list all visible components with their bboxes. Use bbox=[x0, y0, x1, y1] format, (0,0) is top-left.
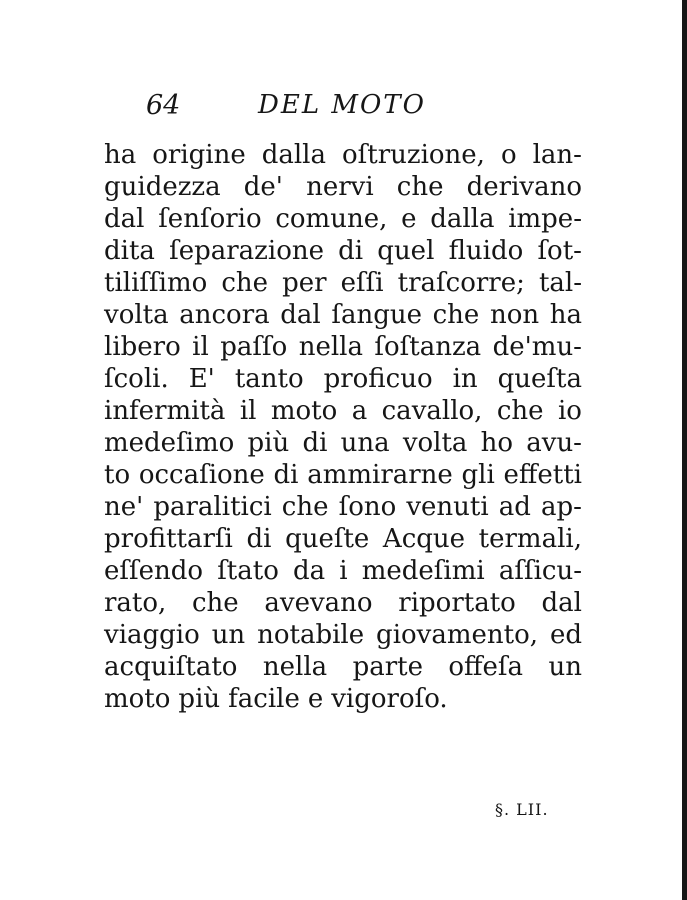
word: in bbox=[452, 364, 478, 394]
word: dita bbox=[104, 236, 155, 266]
word: moto bbox=[104, 684, 171, 714]
word: gli bbox=[461, 460, 495, 490]
word: ſeparazione bbox=[169, 236, 324, 266]
word: ad bbox=[498, 492, 531, 522]
word: che bbox=[496, 396, 544, 426]
word: Acque bbox=[382, 524, 466, 554]
word: dal bbox=[541, 588, 582, 618]
word: ha bbox=[104, 140, 137, 170]
word: o bbox=[500, 140, 517, 170]
word: i bbox=[339, 556, 348, 586]
word: il bbox=[239, 396, 257, 426]
word: derivano bbox=[466, 172, 582, 202]
word: ancora bbox=[179, 300, 270, 330]
page-number: 64 bbox=[146, 90, 181, 121]
word: ſtato bbox=[217, 556, 279, 586]
text-line bbox=[104, 363, 582, 395]
word: ſangue bbox=[331, 300, 422, 330]
word: tiliſſimo bbox=[104, 268, 208, 298]
word: tal- bbox=[538, 268, 582, 298]
word: fluido bbox=[448, 236, 524, 266]
word: rato, bbox=[104, 588, 167, 618]
word: volta bbox=[402, 428, 468, 458]
word: ſoſtanza bbox=[374, 332, 482, 362]
word: paſſo bbox=[220, 332, 288, 362]
text-line bbox=[104, 651, 582, 683]
word: non bbox=[489, 300, 540, 330]
word: medeſimi bbox=[361, 556, 485, 586]
word: eſſi bbox=[340, 268, 384, 298]
word: per bbox=[282, 268, 327, 298]
word: ne' bbox=[104, 492, 144, 522]
word: più bbox=[178, 684, 221, 714]
word: un bbox=[548, 652, 582, 682]
word: comune, bbox=[275, 204, 388, 234]
word: oſtruzione, bbox=[341, 140, 485, 170]
word: facile bbox=[228, 684, 300, 714]
word: nervi bbox=[306, 172, 374, 202]
word: offeſa bbox=[448, 652, 524, 682]
word: guidezza bbox=[104, 172, 221, 202]
text-line bbox=[104, 139, 582, 171]
word: to bbox=[104, 460, 131, 490]
word: volta bbox=[104, 300, 169, 330]
word: dal bbox=[104, 204, 145, 234]
text-line bbox=[104, 619, 582, 651]
word: riportato bbox=[398, 588, 516, 618]
word: un bbox=[211, 620, 246, 650]
word: termali, bbox=[478, 524, 582, 554]
word: effetti bbox=[503, 460, 582, 490]
text-line bbox=[104, 299, 582, 331]
text-line bbox=[104, 395, 582, 427]
word: cavallo, bbox=[381, 396, 483, 426]
text-line bbox=[104, 491, 582, 523]
word: tanto bbox=[234, 364, 304, 394]
text-line bbox=[104, 459, 582, 491]
text-line bbox=[104, 331, 582, 363]
running-head: DEL MOTO bbox=[258, 90, 426, 120]
word: de'mu- bbox=[492, 332, 582, 362]
word: io bbox=[557, 396, 582, 426]
word: occaſione bbox=[138, 460, 265, 490]
text-line bbox=[104, 555, 582, 587]
text-line bbox=[104, 203, 582, 235]
text-line bbox=[104, 523, 582, 555]
text-line-last bbox=[104, 683, 582, 715]
word: che bbox=[396, 172, 444, 202]
word: ſono bbox=[338, 492, 397, 522]
word: vigoroſo. bbox=[331, 684, 448, 714]
word: ap- bbox=[541, 492, 582, 522]
text-line bbox=[104, 171, 582, 203]
word: e bbox=[307, 684, 324, 714]
word: medeſimo bbox=[104, 428, 235, 458]
word: ho bbox=[480, 428, 514, 458]
word: dalla bbox=[261, 140, 326, 170]
word: libero bbox=[104, 332, 181, 362]
word: ha bbox=[549, 300, 582, 330]
word: parte bbox=[352, 652, 423, 682]
word: lan- bbox=[532, 140, 582, 170]
text-line bbox=[104, 235, 582, 267]
word: acquiſtato bbox=[104, 652, 238, 682]
word: queſta bbox=[497, 364, 582, 394]
text-line bbox=[104, 587, 582, 619]
word: più bbox=[247, 428, 290, 458]
word: una bbox=[340, 428, 390, 458]
word: avu- bbox=[526, 428, 582, 458]
text-line bbox=[104, 267, 582, 299]
word: nella bbox=[262, 652, 328, 682]
word: infermità bbox=[104, 396, 226, 426]
word: paralitici bbox=[153, 492, 272, 522]
word: che bbox=[192, 588, 239, 618]
word: nella bbox=[298, 332, 363, 362]
page-header bbox=[146, 90, 446, 130]
page-edge bbox=[682, 0, 687, 900]
word: eſſendo bbox=[104, 556, 204, 586]
word: proficuo bbox=[323, 364, 433, 394]
word: di bbox=[302, 428, 328, 458]
word: dal bbox=[280, 300, 321, 330]
word: che bbox=[432, 300, 480, 330]
body-text bbox=[104, 139, 582, 715]
word: e bbox=[401, 204, 417, 234]
word: venuti bbox=[406, 492, 489, 522]
word: da bbox=[293, 556, 326, 586]
word: giovamento, bbox=[376, 620, 539, 650]
word: che bbox=[281, 492, 329, 522]
word: origine bbox=[152, 140, 246, 170]
word: E' bbox=[188, 364, 215, 394]
word: ſot- bbox=[537, 236, 582, 266]
word: viaggio bbox=[104, 620, 200, 650]
word: impe- bbox=[508, 204, 582, 234]
word: di bbox=[273, 460, 299, 490]
word: notabile bbox=[257, 620, 365, 650]
word: quel bbox=[377, 236, 435, 266]
word: il bbox=[192, 332, 209, 362]
word: a bbox=[351, 396, 368, 426]
word: aſſicu- bbox=[498, 556, 582, 586]
word: traſcorre; bbox=[397, 268, 525, 298]
word: avevano bbox=[264, 588, 373, 618]
word: che bbox=[221, 268, 269, 298]
word: queſte bbox=[285, 524, 370, 554]
word: dalla bbox=[430, 204, 495, 234]
word: de' bbox=[243, 172, 283, 202]
word: moto bbox=[270, 396, 338, 426]
word: profittarſi bbox=[104, 524, 233, 554]
word: ſcoli. bbox=[104, 364, 169, 394]
section-mark: §. LII. bbox=[495, 800, 549, 819]
text-line bbox=[104, 427, 582, 459]
word: di bbox=[338, 236, 364, 266]
word: ed bbox=[549, 620, 582, 650]
word: di bbox=[246, 524, 272, 554]
word: ſenſorio bbox=[158, 204, 262, 234]
word: ammirarne bbox=[307, 460, 453, 490]
